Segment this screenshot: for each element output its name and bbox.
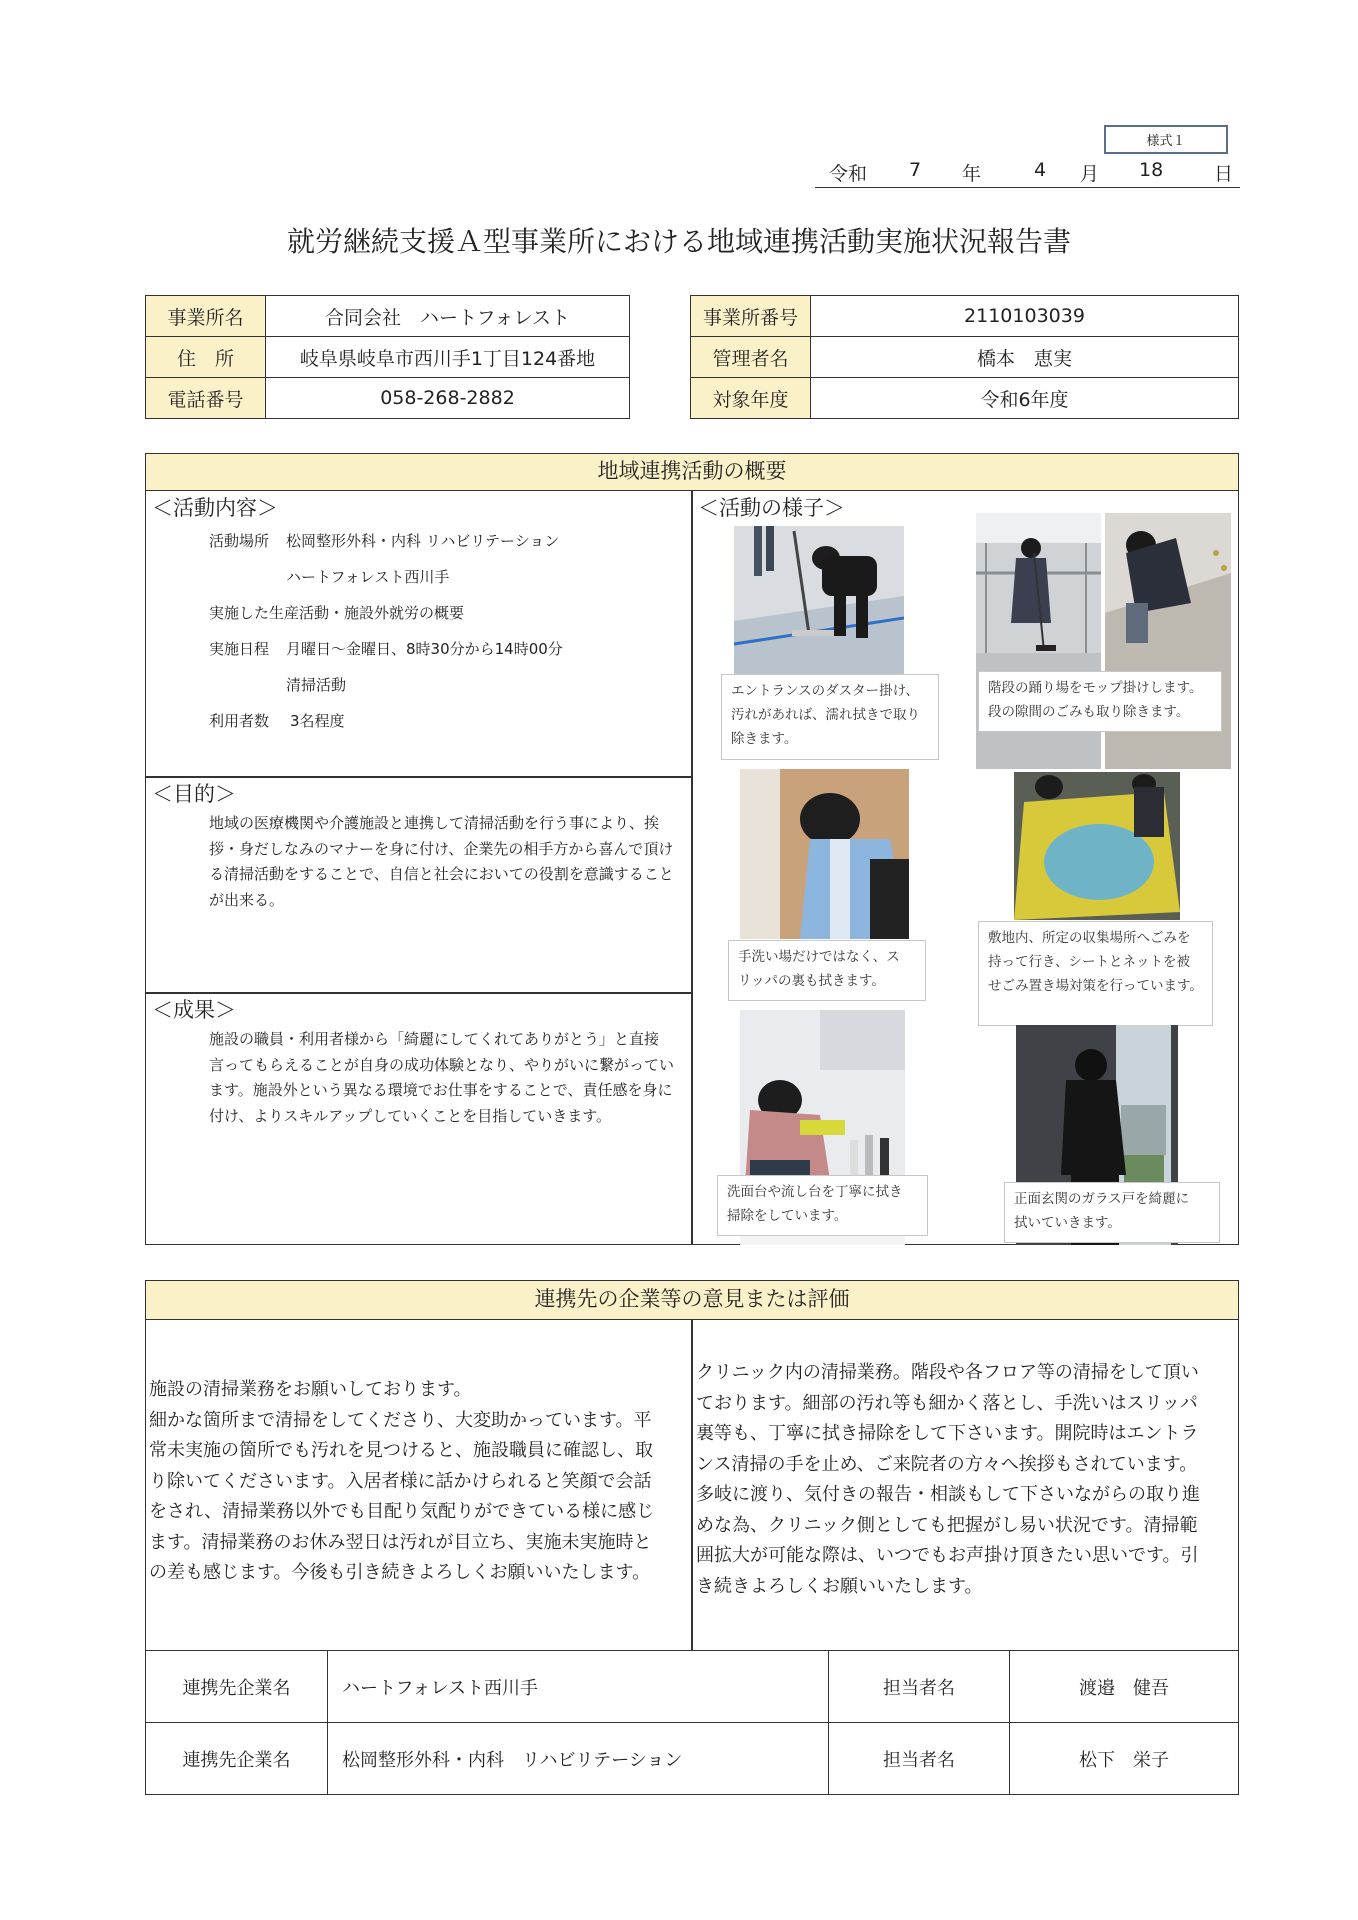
summary-label: 実施した生産活動・施設外就労の概要 <box>209 604 465 622</box>
evaluation-line: 常未実施の箇所でも汚れを見つけると、施設職員に確認し、取 <box>149 1440 653 1461</box>
results-line: 言ってもらえることが自身の成功体験となり、やりがいに繋がってい <box>209 1055 675 1074</box>
caption-line: 段の隙間のごみも取り除きます。 <box>988 704 1190 720</box>
caption-line: 正面玄関のガラス戸を綺麗に <box>1014 1191 1190 1207</box>
caption-glass-door <box>1004 1182 1220 1243</box>
overview-header: 地域連携活動の概要 <box>146 454 1238 491</box>
caption-entrance <box>721 674 939 760</box>
evaluation-line: き続きよろしくお願いいたします。 <box>696 1575 983 1597</box>
address-label: 住 所 <box>146 337 266 378</box>
date-day: 18 <box>1139 159 1164 181</box>
place-1: 松岡整形外科・内科 リハビリテーション <box>286 532 560 550</box>
evaluation-right-text <box>696 1358 1200 1602</box>
caption-line: せごみ置き場対策を行っています。 <box>988 978 1203 994</box>
caption-garbage <box>978 921 1213 1026</box>
caption-line: 洗面台や流し台を丁寧に拭き <box>727 1184 903 1200</box>
partner-contact-name: 松下 栄子 <box>1010 1723 1239 1795</box>
evaluation-line: 囲拡大が可能な際は、いつでもお声掛け頂きたい思いです。引 <box>696 1545 1199 1566</box>
caption-stairs <box>978 671 1222 732</box>
address-value: 岐阜県岐阜市西川手1丁目124番地 <box>266 337 630 378</box>
caption-line: 拭いていきます。 <box>1014 1215 1121 1231</box>
evaluation-line: 多岐に渡り、気付きの報告・相談もして下さいながらの取り進 <box>696 1484 1200 1505</box>
activity-heading: ＜活動内容＞ <box>152 496 278 520</box>
place-2: ハートフォレスト西川手 <box>286 568 450 586</box>
caption-line: リッパの裏も拭きます。 <box>738 973 885 989</box>
results-heading: ＜成果＞ <box>152 998 236 1022</box>
evaluation-line: の差も感じます。今後も引き続きよろしくお願いいたします。 <box>149 1562 651 1583</box>
purpose-line: 拶・身だしなみのマナーを身に付け、企業先の相手方から喜んで頂け <box>209 839 674 858</box>
purpose-heading: ＜目的＞ <box>152 782 236 806</box>
evaluation-divider <box>691 1319 693 1651</box>
schedule-label: 実施日程 <box>209 640 270 658</box>
fiscal-year-label: 対象年度 <box>691 378 811 419</box>
evaluation-line: 施設の清掃業務をお願いしております。 <box>149 1379 472 1400</box>
caption-line: 掃除をしています。 <box>727 1208 848 1224</box>
caption-line: 除きます。 <box>731 731 798 747</box>
purpose-text <box>209 811 674 913</box>
partner-company-name: 松岡整形外科・内科 リハビリテーション <box>328 1723 829 1795</box>
place-label: 活動場所 <box>209 532 270 550</box>
evaluation-line: クリニック内の清掃業務。階段や各フロア等の清掃をして頂い <box>696 1362 1199 1383</box>
caption-line: 敷地内、所定の収集場所へごみを <box>988 930 1191 946</box>
caption-line: エントランスのダスター掛け、 <box>731 683 920 699</box>
evaluation-line: り除いてくださいます。入居者様に話かけられると笑顔で会話 <box>149 1470 652 1492</box>
partner-row <box>146 1723 1239 1795</box>
date-year-unit: 年 <box>962 163 982 185</box>
date-month: 4 <box>1034 159 1047 181</box>
page-title: 就労継続支援Ａ型事業所における地域連携活動実施状況報告書 <box>286 225 1071 258</box>
evaluation-line: ンス清掃の手を止め、ご来院者の方々へ挨拶もされています。 <box>696 1453 1198 1475</box>
caption-handwash <box>728 940 926 1001</box>
evaluation-left-text <box>149 1375 654 1589</box>
photo-entrance-duster <box>734 526 904 676</box>
report-date <box>815 157 1240 188</box>
office-name-value: 合同会社 ハートフォレスト <box>266 296 630 337</box>
evaluation-line: をされ、清掃業務以外でも目配り気配りができている様に感じ <box>149 1501 655 1522</box>
phone-label: 電話番号 <box>146 378 266 419</box>
caption-line: 手洗い場だけではなく、ス <box>738 949 900 965</box>
evaluation-line: 細かな箇所まで清掃をしてくださり、大変助かっています。平 <box>149 1409 652 1431</box>
purpose-line: 地域の医療機関や介護施設と連携して清掃活動を行う事により、挨 <box>209 814 660 832</box>
photos-heading: ＜活動の様子＞ <box>698 496 845 520</box>
caption-line: 階段の踊り場をモップ掛けします。 <box>988 680 1203 696</box>
results-line: 施設の職員・利用者様から「綺麗にしてくれてありがとう」と直接 <box>209 1030 660 1048</box>
caption-line: 汚れがあれば、濡れ拭きで取り <box>731 707 920 723</box>
results-line: ます。施設外という異なる環境でお仕事をすることで、責任感を身に <box>209 1081 673 1099</box>
overview-divider <box>691 490 693 1245</box>
office-number-label: 事業所番号 <box>691 296 811 337</box>
partner-row <box>146 1651 1239 1723</box>
evaluation-header: 連携先の企業等の意見または評価 <box>146 1281 1238 1320</box>
manager-label: 管理者名 <box>691 337 811 378</box>
office-name-label: 事業所名 <box>146 296 266 337</box>
date-month-unit: 月 <box>1080 163 1100 185</box>
schedule-value: 月曜日～金曜日、8時30分から14時00分 <box>286 640 563 658</box>
office-info-table <box>145 295 630 419</box>
users-label: 利用者数 <box>209 712 270 730</box>
evaluation-line: めな為、クリニック側としても把握がし易い状況です。清掃範 <box>696 1514 1198 1536</box>
partner-contact-label: 担当者名 <box>829 1723 1010 1795</box>
photo-garbage-net <box>1014 772 1180 920</box>
results-line: 付け、よりスキルアップしていくことを目指していきます。 <box>209 1106 612 1125</box>
manager-value: 橋本 恵実 <box>811 337 1239 378</box>
evaluation-line: ております。細部の汚れ等も細かく落とし、手洗いはスリッパ <box>696 1392 1198 1414</box>
evaluation-line: ます。清掃業務のお休み翌日は汚れが目立ち、実施未実施時と <box>149 1531 652 1553</box>
users-value: 3名程度 <box>290 712 345 730</box>
date-year: 7 <box>909 159 922 181</box>
date-day-unit: 日 <box>1214 163 1234 185</box>
office-detail-table <box>690 295 1239 419</box>
photo-washbasin <box>740 769 909 939</box>
partner-company-name: ハートフォレスト西川手 <box>328 1651 829 1723</box>
form-number-label: 様式１ <box>1104 125 1228 154</box>
purpose-line: る清掃活動をすることで、自信と社会においての役割を意識すること <box>209 865 674 883</box>
date-era: 令和 <box>829 163 868 185</box>
partner-company-label: 連携先企業名 <box>146 1651 328 1723</box>
purpose-line: が出来る。 <box>209 890 285 909</box>
evaluation-line: 裏等も、丁寧に拭き掃除をして下さいます。開院時はエントラ <box>696 1423 1199 1444</box>
work-content: 清掃活動 <box>286 676 347 694</box>
results-text <box>209 1027 674 1129</box>
partner-contact-label: 担当者名 <box>829 1651 1010 1723</box>
fiscal-year-value: 令和6年度 <box>811 378 1239 419</box>
caption-sink <box>717 1175 928 1236</box>
phone-value: 058-268-2882 <box>266 378 630 419</box>
partner-company-label: 連携先企業名 <box>146 1723 328 1795</box>
partner-contact-name: 渡邉 健吾 <box>1010 1651 1239 1723</box>
partner-table <box>145 1650 1239 1795</box>
caption-line: 持って行き、シートとネットを被 <box>988 954 1190 970</box>
office-number-value: 2110103039 <box>811 296 1239 337</box>
